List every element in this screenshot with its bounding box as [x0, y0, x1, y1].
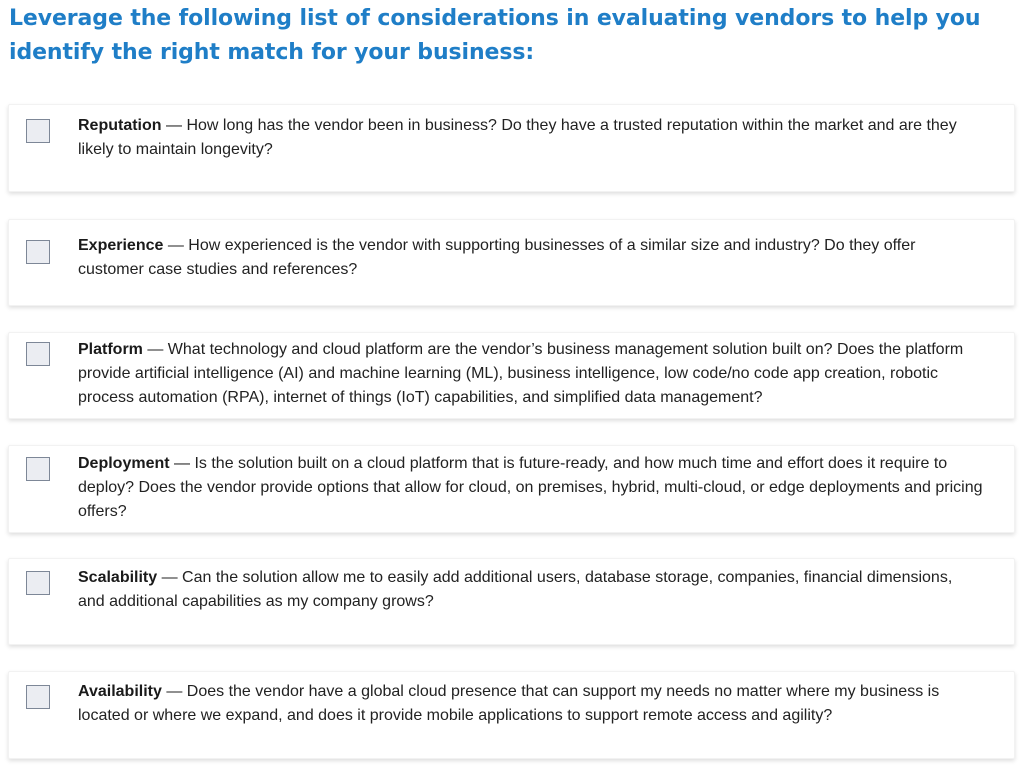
item-separator: — [169, 455, 195, 472]
checklist-item-scalability [9, 559, 1014, 644]
item-text-reputation [78, 114, 983, 162]
item-description-scalability: Can the solution allow me to easily add additional users, database storage, companies, financial dimensions, and additional capabilities as my company grows? [78, 569, 953, 610]
item-description-experience: How experienced is the vendor with supporting businesses of a similar size and industry? Do they offer customer case studies and references? [78, 237, 916, 278]
item-text-experience [78, 234, 983, 282]
checkbox-scalability[interactable] [26, 571, 50, 595]
checkbox-platform[interactable] [26, 342, 50, 366]
item-separator: — [161, 683, 187, 700]
checklist-item-experience [9, 220, 1014, 305]
checkbox-experience[interactable] [26, 240, 50, 264]
page-heading: Leverage the following list of considerations in evaluating vendors to help you identify the right match for your business: [9, 6, 981, 65]
item-text-availability [78, 680, 983, 728]
item-separator: — [163, 237, 189, 254]
checklist-item-deployment [9, 446, 1014, 532]
item-description-deployment: Is the solution built on a cloud platform that is future-ready, and how much time and effort does it require to deploy? Does the vendor provide options that allow for cloud, on premises, hybrid, multi-cloud, or edge deployments and pricing offers? [78, 455, 983, 520]
item-separator: — [142, 341, 168, 358]
item-title-experience: Experience [78, 237, 164, 254]
item-title-deployment: Deployment [78, 455, 170, 472]
item-text-scalability [78, 566, 983, 614]
item-title-availability: Availability [78, 683, 162, 700]
checklist-item-platform [9, 333, 1014, 418]
item-description-reputation: How long has the vendor been in business? Do they have a trusted reputation within the market and are they likely to maintain longevity? [78, 117, 957, 158]
checkbox-availability[interactable] [26, 685, 50, 709]
item-title-platform: Platform [78, 341, 143, 358]
checkbox-reputation[interactable] [26, 119, 50, 143]
checkbox-deployment[interactable] [26, 457, 50, 481]
item-description-availability: Does the vendor have a global cloud presence that can support my needs no matter where my business is located or where we expand, and does it provide mobile applications to support remote access and agility? [78, 683, 940, 724]
checklist-item-reputation [9, 105, 1014, 191]
item-text-deployment [78, 452, 983, 524]
item-separator: — [157, 569, 183, 586]
item-text-platform [78, 338, 983, 410]
item-title-reputation: Reputation [78, 117, 162, 134]
item-title-scalability: Scalability [78, 569, 158, 586]
item-separator: — [161, 117, 187, 134]
item-description-platform: What technology and cloud platform are the vendor’s business management solution built on? Does the platform provide artificial intelligence (AI) and machine learning (ML), business intelligence, low code/no code app creation, robotic process automation (RPA), internet of things (IoT) capabilities, and simplified data management? [78, 341, 964, 406]
checklist-item-availability [9, 672, 1014, 758]
